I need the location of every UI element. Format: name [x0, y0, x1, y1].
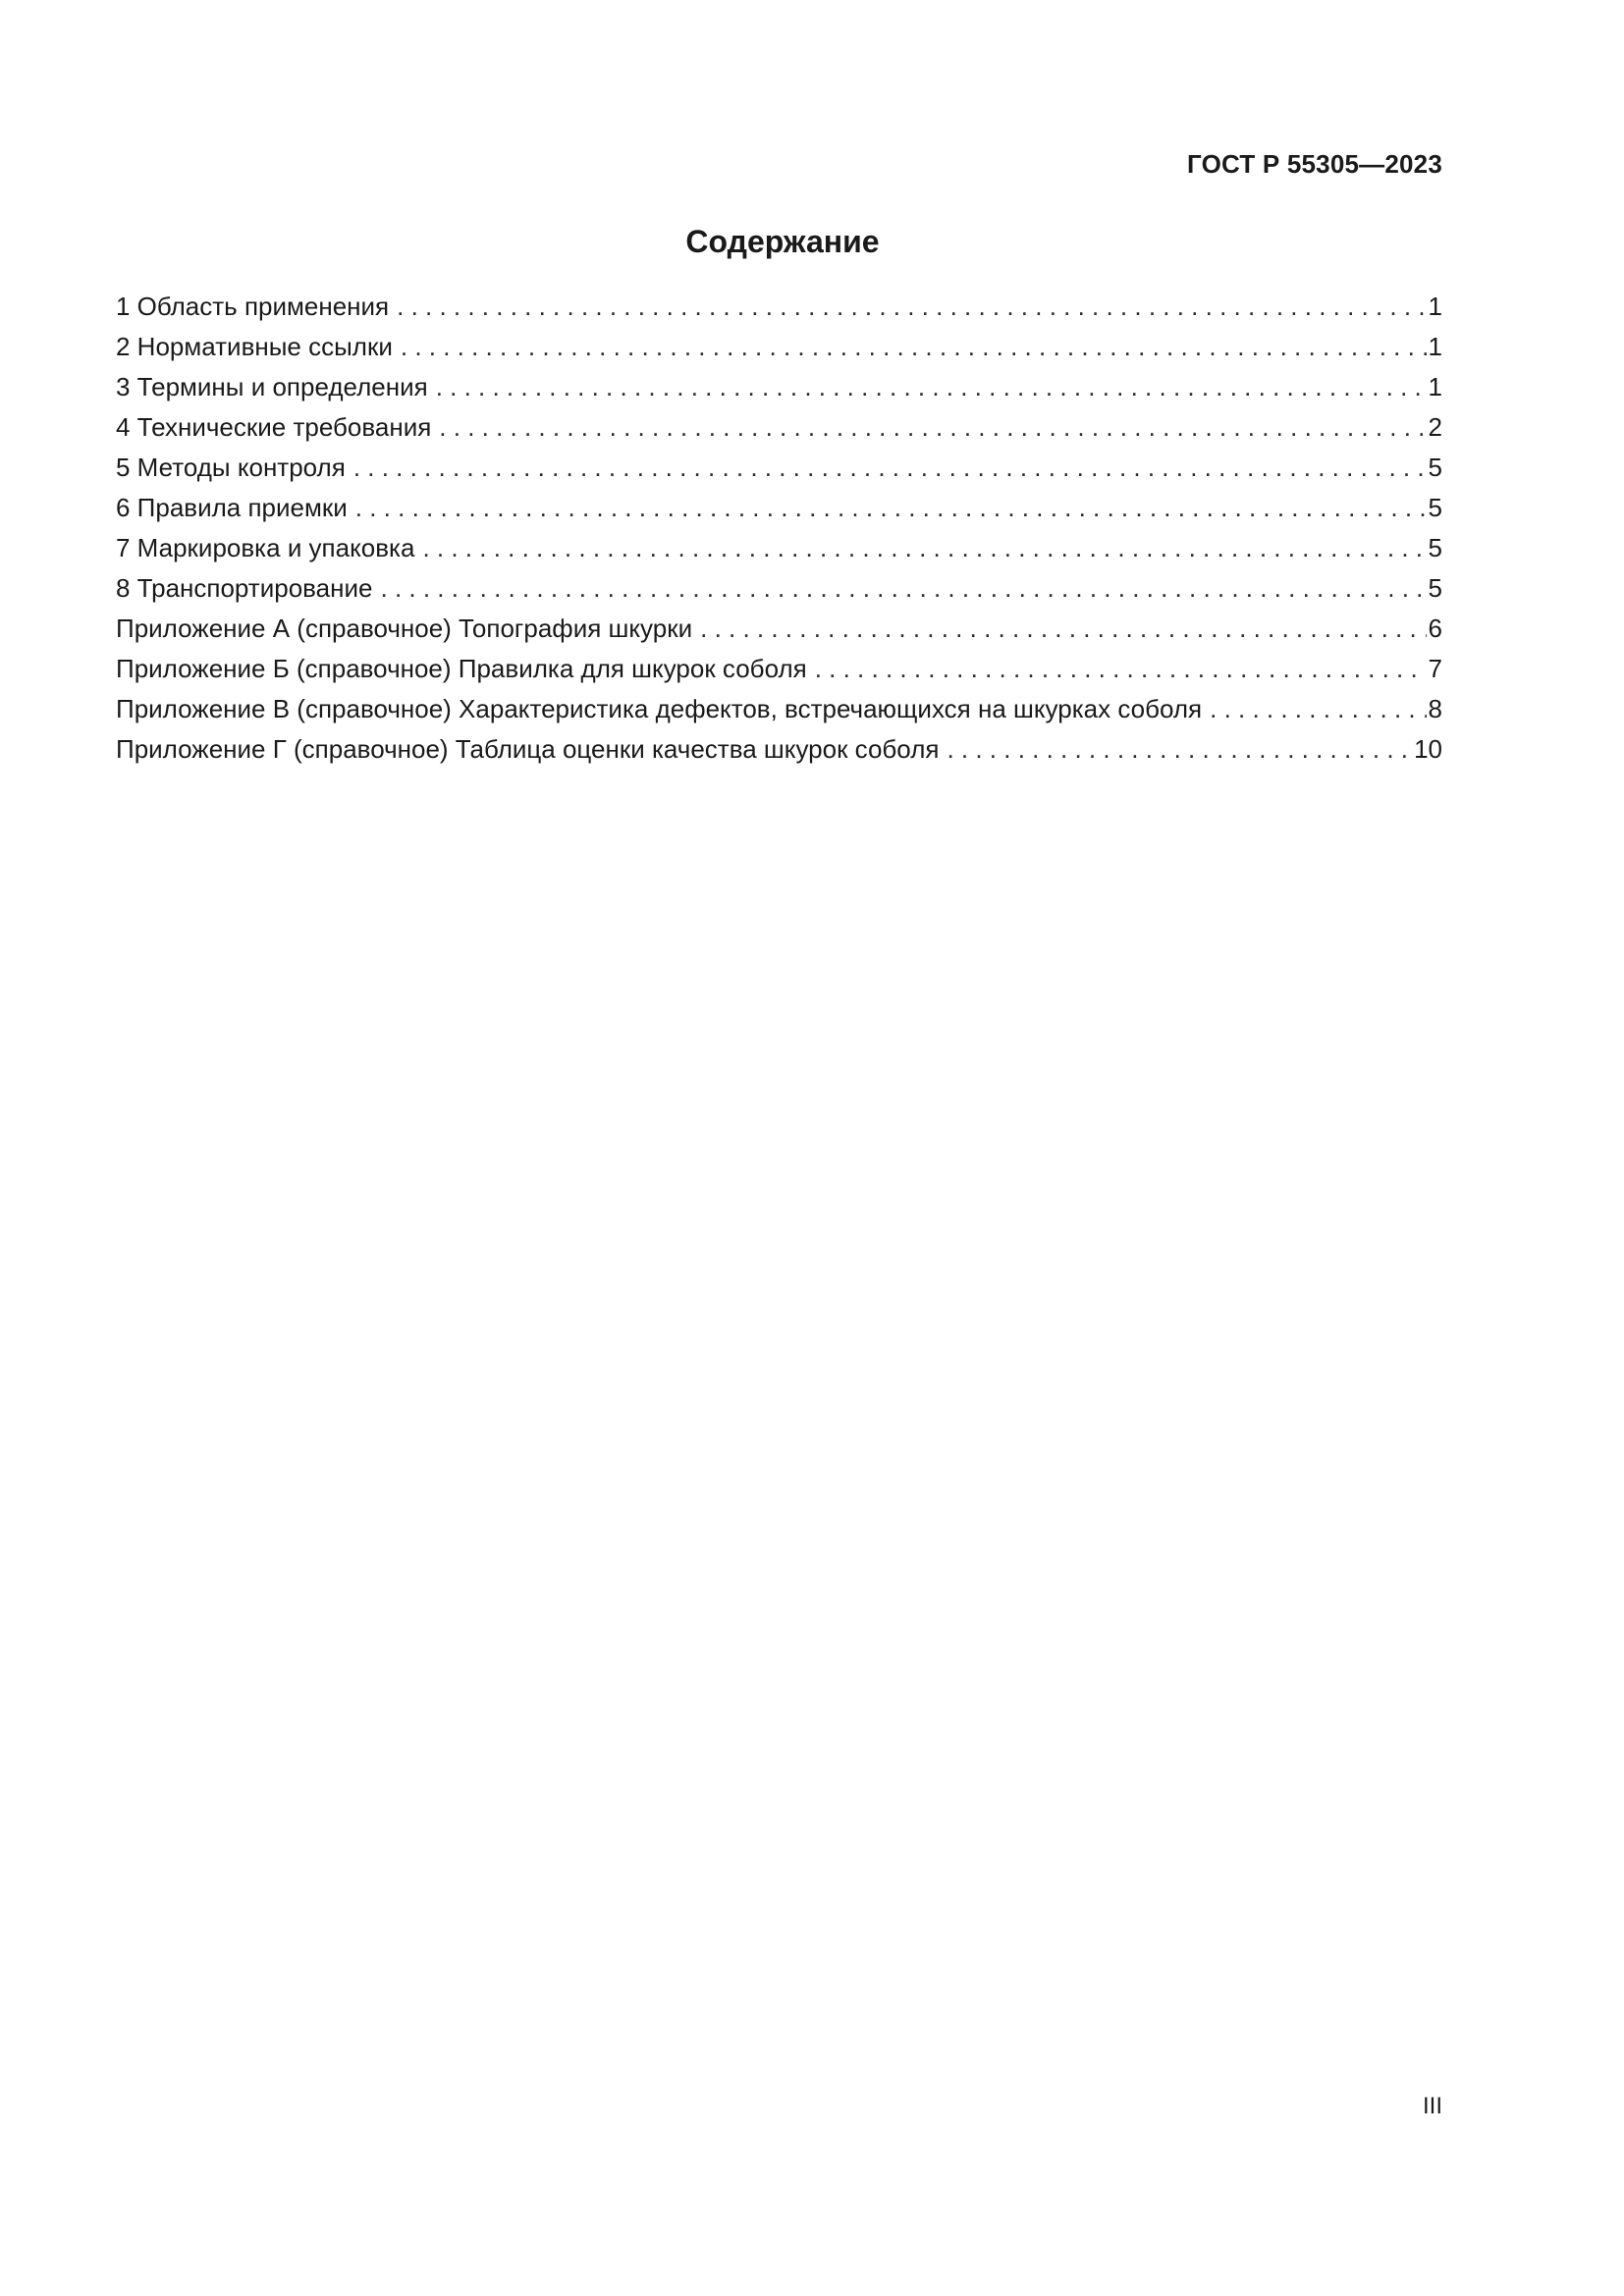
toc-entry-page: 5: [1428, 453, 1442, 482]
toc-entry-page: 5: [1428, 493, 1442, 522]
toc-entry-label: Приложение А (справочное) Топография шкурки: [116, 614, 693, 643]
toc-entry-page: 1: [1428, 372, 1442, 401]
toc-leader-dots: [815, 649, 1427, 689]
toc-entry-label: 7 Маркировка и упаковка: [116, 533, 415, 562]
toc-leader-dots: [439, 407, 1426, 448]
toc-entry-label: 6 Правила приемки: [116, 493, 348, 522]
toc-entry[interactable]: [116, 448, 1442, 488]
toc-entry[interactable]: [116, 609, 1442, 649]
toc-leader-dots: [1210, 689, 1426, 729]
toc-entry-label: 5 Методы контроля: [116, 453, 346, 482]
toc-entry-page: 8: [1428, 694, 1442, 723]
toc-entry-label: Приложение Б (справочное) Правилка для шкурок соболя: [116, 654, 807, 683]
toc-entry[interactable]: [116, 488, 1442, 528]
toc-title: Содержание: [685, 224, 880, 259]
toc-entry[interactable]: [116, 649, 1442, 689]
toc-entry[interactable]: [116, 407, 1442, 448]
toc-entry[interactable]: [116, 287, 1442, 327]
toc-entry-label: 1 Область применения: [116, 292, 390, 321]
toc-entry-label: 4 Технические требования: [116, 412, 432, 442]
toc-entry-label: 3 Термины и определения: [116, 372, 428, 401]
toc-entry-label: 2 Нормативные ссылки: [116, 332, 393, 361]
toc-entry-page: 10: [1414, 734, 1442, 764]
toc-leader-dots: [436, 367, 1427, 407]
toc-leader-dots: [353, 448, 1427, 488]
toc-leader-dots: [355, 488, 1427, 528]
toc-entry-page: 5: [1428, 573, 1442, 603]
toc-entry-page: 5: [1428, 533, 1442, 562]
page-number: III: [1422, 2093, 1442, 2119]
toc-leader-dots: [700, 609, 1426, 649]
toc-entry-page: 2: [1428, 412, 1442, 442]
toc-entry-page: 6: [1428, 614, 1442, 643]
toc-entry-page: 1: [1428, 332, 1442, 361]
toc-entry[interactable]: [116, 729, 1442, 770]
document-code: ГОСТ Р 55305—2023: [1187, 149, 1442, 179]
toc-entry-page: 1: [1428, 292, 1442, 321]
toc-entry-page: 7: [1428, 654, 1442, 683]
toc-entry[interactable]: [116, 327, 1442, 367]
toc-entry-label: Приложение Г (справочное) Таблица оценки качества шкурок соболя: [116, 734, 940, 764]
toc-entry-label: 8 Транспортирование: [116, 573, 373, 603]
toc-entry[interactable]: [116, 568, 1442, 609]
toc-entry[interactable]: [116, 689, 1442, 729]
toc-leader-dots: [381, 568, 1427, 609]
toc-entry[interactable]: [116, 528, 1442, 568]
toc-leader-dots: [422, 528, 1426, 568]
toc-leader-dots: [397, 287, 1426, 327]
toc-leader-dots: [947, 729, 1412, 770]
table-of-contents: [116, 287, 1442, 770]
toc-entry[interactable]: [116, 367, 1442, 407]
toc-leader-dots: [401, 327, 1427, 367]
toc-entry-label: Приложение В (справочное) Характеристика дефектов, встречающихся на шкурках соболя: [116, 694, 1203, 723]
